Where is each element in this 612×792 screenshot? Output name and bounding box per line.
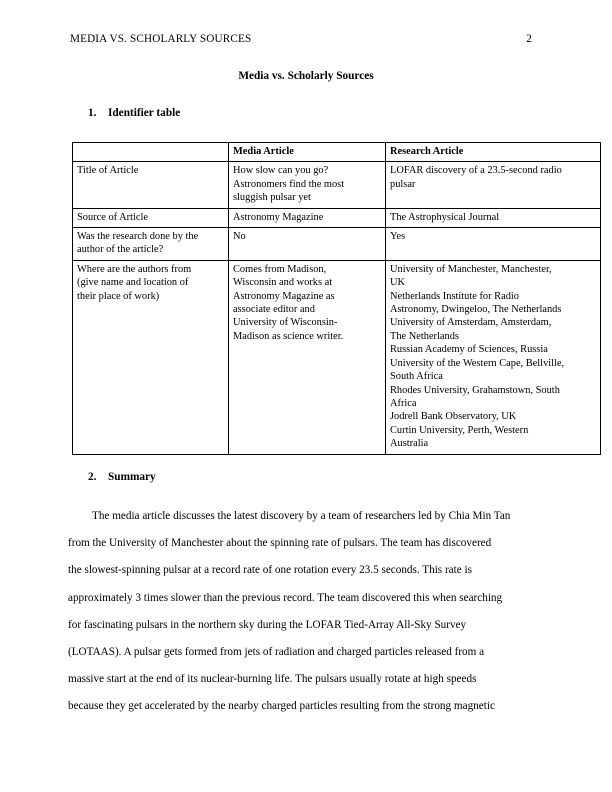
cell-line: University of Wisconsin- [233, 317, 338, 329]
cell-line: Wisconsin and works at [233, 277, 333, 289]
cell-line: UK [390, 277, 406, 289]
body-line: because they get accelerated by the nearby charged particles resulting from the strong magnetic [68, 700, 495, 713]
cell-media-source [229, 208, 386, 227]
cell-line: University of the Western Cape, Bellville, [390, 357, 565, 369]
section-label-summary: Summary [108, 471, 156, 483]
cell-line: LOFAR discovery of a 23.5-second radio [390, 165, 562, 177]
cell-line: South Africa [390, 371, 443, 383]
cell-line: No [233, 231, 246, 243]
body-line: from the University of Manchester about the spinning rate of pulsars. The team has discovered [68, 537, 492, 550]
cell-line: Astronomy Magazine [233, 211, 324, 223]
cell-line: sluggish pulsar yet [233, 192, 311, 204]
cell-line: How slow can you go? [233, 165, 329, 177]
cell-line: Astronomers find the most [233, 178, 345, 190]
cell-line: University of Amsterdam, Amsterdam, [390, 317, 552, 329]
cell-line: Netherlands Institute for Radio [390, 290, 519, 302]
table-row [73, 260, 601, 454]
cell-line: Curtin University, Perth, Western [390, 424, 529, 436]
cell-line: Rhodes University, Grahamstown, South [390, 384, 560, 396]
cell-line: Africa [390, 397, 417, 409]
running-header-title: MEDIA VS. SCHOLARLY SOURCES [70, 33, 252, 45]
cell-line: Astronomy Magazine as [233, 290, 335, 302]
cell-line: Australia [390, 438, 429, 450]
section-heading-summary [88, 471, 156, 483]
cell-line: Russian Academy of Sciences, Russia [390, 344, 548, 356]
body-line: the slowest-spinning pulsar at a record rate of one rotation every 23.5 seconds. This rate is [68, 564, 472, 577]
row-label-research-by-author [73, 228, 229, 261]
cell-media-title [229, 162, 386, 208]
cell-line: Was the research done by the [77, 231, 199, 243]
cell-line: The Astrophysical Journal [390, 211, 500, 223]
table-row [73, 162, 601, 208]
body-line: for fascinating pulsars in the northern sky during the LOFAR Tied-Array All-Sky Survey [68, 618, 467, 631]
table-header-row [73, 143, 601, 162]
body-line: approximately 3 times slower than the previous record. The team discovered this when searching [68, 591, 503, 604]
section-heading-identifier-table [88, 107, 180, 119]
row-label-author-affiliations [73, 260, 229, 454]
cell-line: University of Manchester, Manchester, [390, 263, 552, 275]
cell-line: Madison as science writer. [233, 330, 344, 342]
row-label-title-of-article: Title of Article [73, 162, 229, 208]
cell-research-affiliations [386, 260, 601, 454]
cell-line: associate editor and [233, 304, 315, 316]
table-header-cell-blank [73, 143, 229, 162]
cell-research-research-by-author [386, 228, 601, 261]
body-line: The media article discusses the latest discovery by a team of researchers led by Chia Min Tan [92, 510, 511, 522]
cell-line: their place of work) [77, 290, 160, 302]
cell-line: Where are the authors from [77, 263, 192, 275]
page-number: 2 [526, 33, 532, 45]
table-header-cell-research-article: Research Article [386, 143, 601, 162]
running-header [70, 33, 532, 45]
table-row [73, 208, 601, 227]
table-row [73, 228, 601, 261]
cell-line: The Netherlands [390, 330, 459, 342]
identifier-table [72, 142, 601, 455]
body-line: (LOTAAS). A pulsar gets formed from jets of radiation and charged particles released from a [68, 646, 485, 659]
section-number-summary: 2. [88, 471, 97, 483]
cell-line: author of the article? [77, 244, 164, 256]
section-label-identifier: Identifier table [108, 107, 181, 119]
cell-line: Astronomy, Dwingeloo, The Netherlands [390, 304, 562, 316]
cell-media-research-by-author [229, 228, 386, 261]
cell-media-affiliations [229, 260, 386, 454]
body-line: massive start at the end of its nuclear-burning life. The pulsars usually rotate at high speeds [68, 673, 477, 686]
cell-line: Comes from Madison, [233, 263, 327, 275]
cell-research-source [386, 208, 601, 227]
cell-line: Yes [390, 231, 406, 243]
cell-research-title [386, 162, 601, 208]
row-label-source-of-article: Source of Article [73, 208, 229, 227]
cell-line: pulsar [390, 178, 416, 190]
table-header-cell-media-article: Media Article [229, 143, 386, 162]
section-number-identifier: 1. [88, 107, 97, 119]
summary-paragraph [68, 503, 546, 721]
cell-line: (give name and location of [77, 277, 189, 289]
page-title: Media vs. Scholarly Sources [238, 70, 374, 82]
cell-line: Jodrell Bank Observatory, UK [390, 411, 517, 423]
